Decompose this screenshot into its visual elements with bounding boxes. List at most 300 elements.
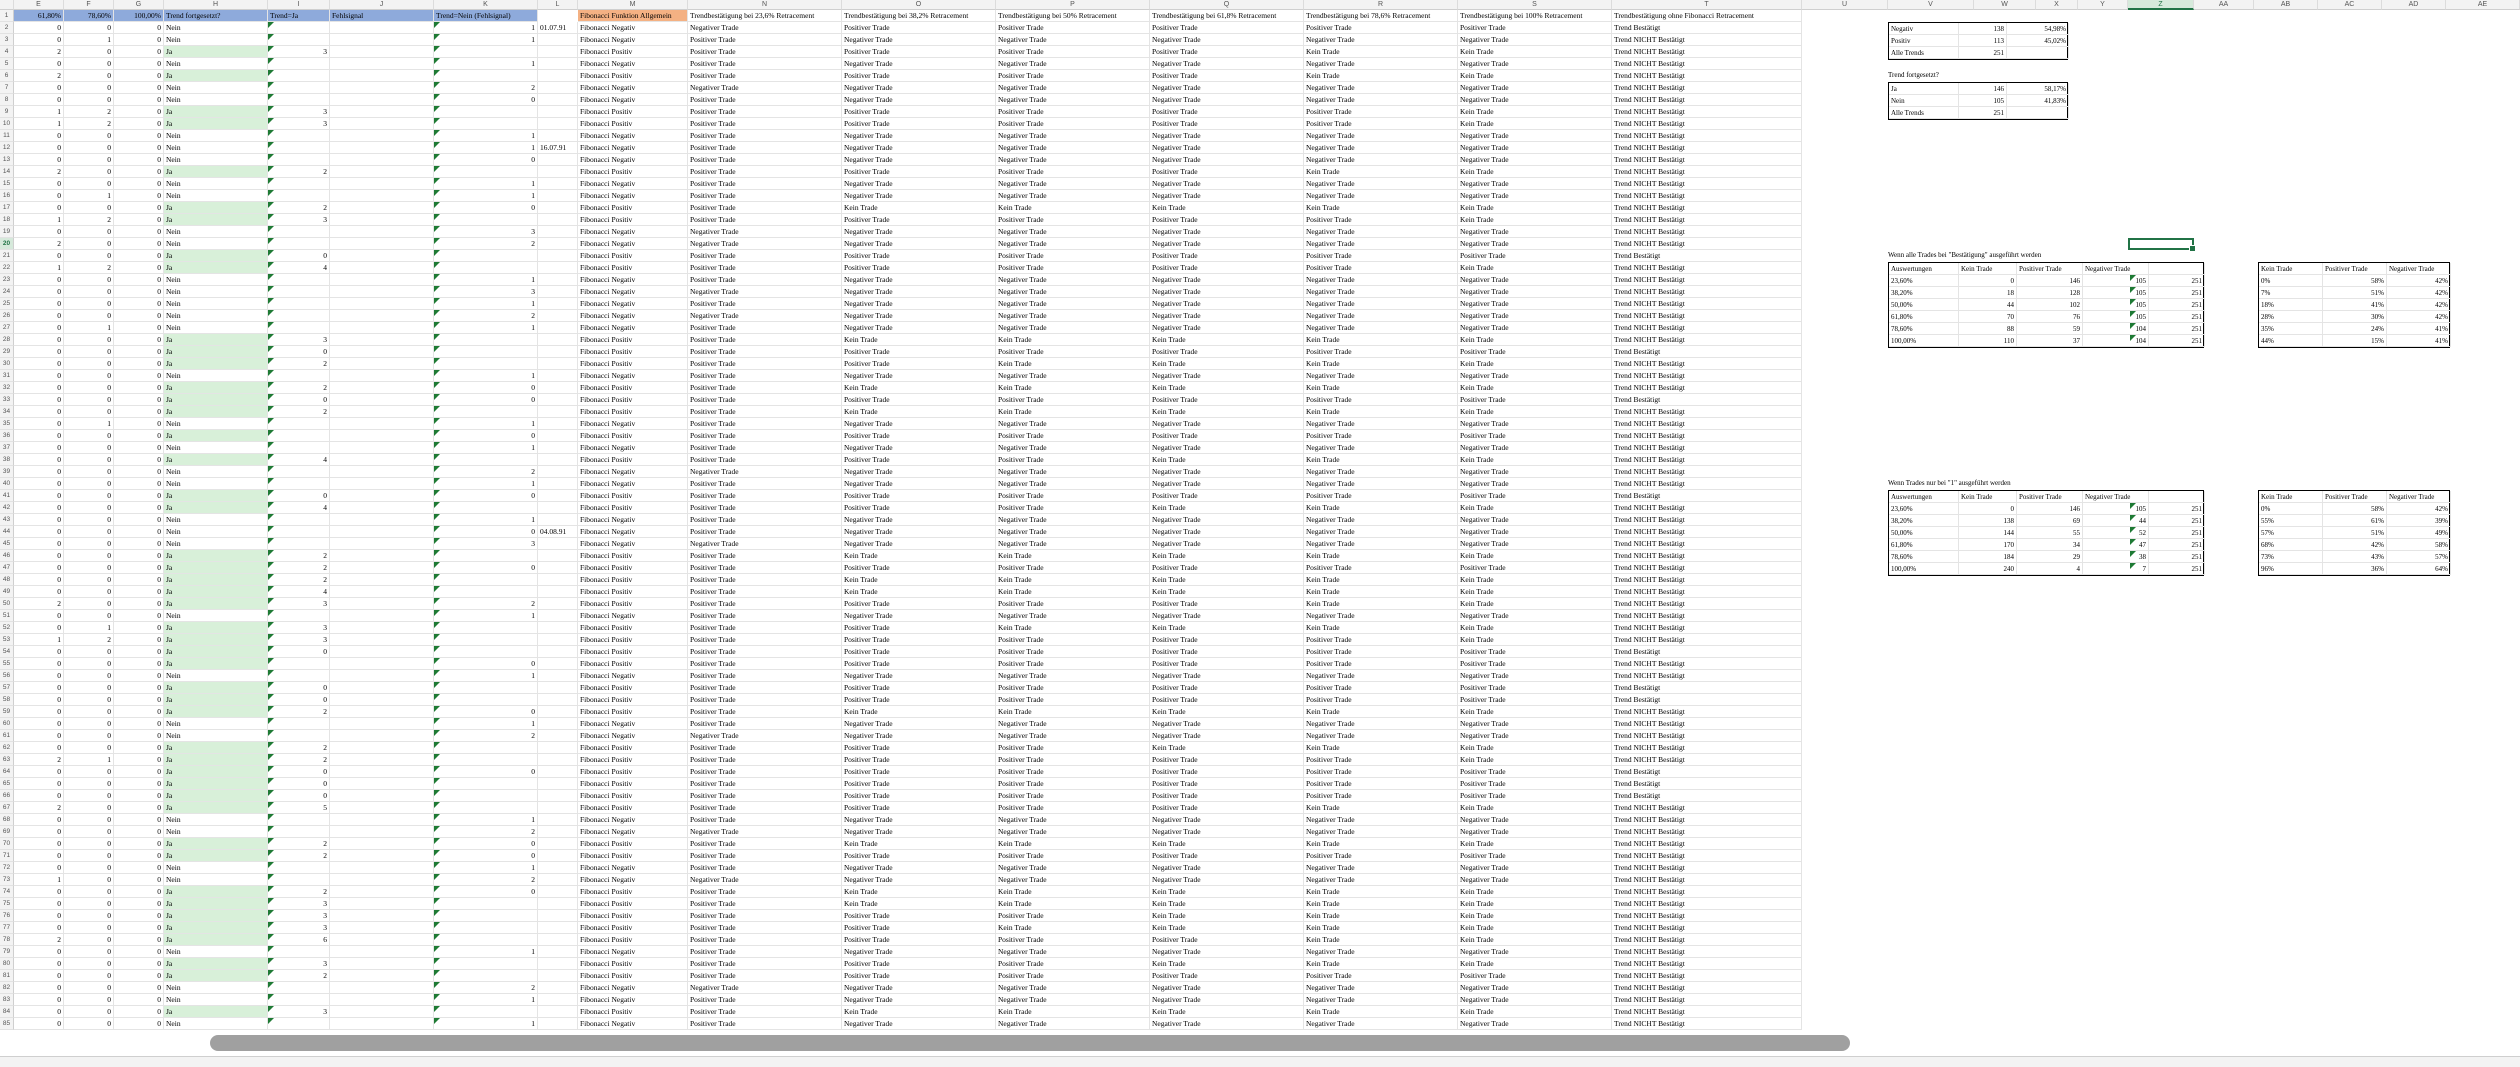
cell-g[interactable]: 0 [114,346,164,358]
selected-cell[interactable] [2128,238,2194,250]
block2-count-table-cell[interactable]: 29 [2017,551,2083,563]
cell-p[interactable]: Kein Trade [996,406,1150,418]
cell-r[interactable]: Kein Trade [1304,598,1458,610]
cell-l[interactable] [538,190,578,202]
cell-r[interactable]: Kein Trade [1304,334,1458,346]
cell-j[interactable] [330,994,434,1006]
cell-h[interactable]: Nein [164,34,268,46]
cell-m[interactable]: Fibonacci Negativ [578,862,688,874]
cell-j[interactable] [330,370,434,382]
cell-s[interactable]: Negativer Trade [1458,814,1612,826]
cell-t[interactable]: Trend NICHT Bestätigt [1612,598,1802,610]
cell-m[interactable]: Fibonacci Negativ [578,58,688,70]
select-all-corner[interactable] [0,0,14,10]
cell-i[interactable] [268,130,330,142]
cell-q[interactable]: Kein Trade [1150,910,1304,922]
cell-k[interactable] [434,406,538,418]
cell-m[interactable]: Fibonacci Positiv [578,490,688,502]
cell-n[interactable]: Positiver Trade [688,166,842,178]
cell-r[interactable]: Kein Trade [1304,886,1458,898]
cell-s[interactable]: Positiver Trade [1458,658,1612,670]
cell-k[interactable]: 2 [434,730,538,742]
cell-s[interactable]: Kein Trade [1458,70,1612,82]
cell-t[interactable]: Trend NICHT Bestätigt [1612,982,1802,994]
cell-e[interactable]: 0 [14,778,64,790]
cell-r[interactable]: Negativer Trade [1304,418,1458,430]
block2-count-table-cell[interactable]: 251 [2149,551,2205,563]
cell-j[interactable] [330,946,434,958]
cell-e[interactable]: 0 [14,490,64,502]
cell-k[interactable]: 0 [434,562,538,574]
cell-e[interactable]: 0 [14,418,64,430]
cell-o[interactable]: Negativer Trade [842,826,996,838]
cell-m[interactable]: Fibonacci Positiv [578,682,688,694]
block1-count-table-cell[interactable]: 76 [2017,311,2083,323]
cell-s[interactable]: Kein Trade [1458,406,1612,418]
cell-e[interactable]: 2 [14,166,64,178]
cell-q[interactable]: Kein Trade [1150,886,1304,898]
cell-m[interactable]: Fibonacci Negativ [578,514,688,526]
cell-n[interactable]: Positiver Trade [688,766,842,778]
cell-m[interactable]: Fibonacci Positiv [578,118,688,130]
cell-k[interactable] [434,334,538,346]
cell-s[interactable]: Negativer Trade [1458,946,1612,958]
cell-l[interactable] [538,178,578,190]
cell-q[interactable]: Positiver Trade [1150,850,1304,862]
cell-q[interactable]: Negativer Trade [1150,442,1304,454]
summary-top-table-cell[interactable]: 113 [1959,35,2007,47]
cell-s[interactable]: Negativer Trade [1458,1018,1612,1030]
cell-g[interactable]: 0 [114,982,164,994]
cell-e[interactable]: 0 [14,946,64,958]
cell-q[interactable]: Kein Trade [1150,550,1304,562]
cell-f[interactable]: 0 [64,802,114,814]
cell-i[interactable] [268,142,330,154]
cell-t[interactable]: Trend NICHT Bestätigt [1612,1006,1802,1018]
summary-top-table-cell[interactable]: Positiv [1889,35,1959,47]
cell-m[interactable]: Fibonacci Positiv [578,1006,688,1018]
cell-g[interactable]: 0 [114,454,164,466]
cell-m[interactable]: Fibonacci Positiv [578,166,688,178]
cell-l[interactable] [538,262,578,274]
cell-e[interactable]: 1 [14,634,64,646]
cell-h[interactable]: Ja [164,598,268,610]
header-cell-h[interactable]: Trend fortgesetzt? [164,10,268,22]
cell-o[interactable]: Positiver Trade [842,622,996,634]
cell-o[interactable]: Kein Trade [842,202,996,214]
cell-f[interactable]: 1 [64,190,114,202]
cell-j[interactable] [330,358,434,370]
cell-g[interactable]: 0 [114,778,164,790]
block1-count-table-cell[interactable]: 23,60% [1889,275,1959,287]
cell-g[interactable]: 0 [114,814,164,826]
cell-i[interactable]: 0 [268,766,330,778]
cell-s[interactable]: Kein Trade [1458,934,1612,946]
cell-r[interactable]: Negativer Trade [1304,322,1458,334]
cell-l[interactable] [538,214,578,226]
cell-k[interactable] [434,454,538,466]
row-header[interactable]: 34 [0,406,14,418]
cell-f[interactable]: 0 [64,658,114,670]
cell-r[interactable]: Negativer Trade [1304,514,1458,526]
cell-i[interactable] [268,310,330,322]
cell-k[interactable]: 2 [434,310,538,322]
cell-j[interactable] [330,94,434,106]
cell-h[interactable]: Ja [164,694,268,706]
cell-t[interactable]: Trend NICHT Bestätigt [1612,994,1802,1006]
cell-j[interactable] [330,550,434,562]
block1-pct-table-cell[interactable]: 15% [2323,335,2387,347]
cell-i[interactable] [268,154,330,166]
cell-p[interactable]: Negativer Trade [996,538,1150,550]
block1-count-table-cell[interactable]: 251 [2149,287,2205,299]
cell-h[interactable]: Ja [164,910,268,922]
row-header[interactable]: 21 [0,250,14,262]
column-header-s[interactable]: S [1458,0,1612,10]
cell-f[interactable]: 1 [64,418,114,430]
cell-e[interactable]: 0 [14,862,64,874]
row-header[interactable]: 73 [0,874,14,886]
cell-j[interactable] [330,454,434,466]
cell-i[interactable]: 2 [268,550,330,562]
summary-top-table-cell[interactable]: 54,98% [2007,23,2069,35]
cell-i[interactable] [268,658,330,670]
cell-k[interactable]: 1 [434,862,538,874]
cell-p[interactable]: Positiver Trade [996,742,1150,754]
block2-count-table-cell[interactable]: 69 [2017,515,2083,527]
cell-s[interactable]: Negativer Trade [1458,154,1612,166]
cell-h[interactable]: Nein [164,442,268,454]
cell-l[interactable] [538,394,578,406]
cell-f[interactable]: 0 [64,682,114,694]
cell-r[interactable]: Negativer Trade [1304,94,1458,106]
cell-i[interactable]: 2 [268,838,330,850]
cell-n[interactable]: Positiver Trade [688,214,842,226]
cell-h[interactable]: Nein [164,478,268,490]
row-header[interactable]: 2 [0,22,14,34]
cell-o[interactable]: Positiver Trade [842,802,996,814]
cell-s[interactable]: Negativer Trade [1458,226,1612,238]
cell-n[interactable]: Positiver Trade [688,322,842,334]
cell-s[interactable]: Positiver Trade [1458,490,1612,502]
cell-h[interactable]: Ja [164,646,268,658]
row-header[interactable]: 9 [0,106,14,118]
cell-i[interactable]: 3 [268,634,330,646]
cell-e[interactable]: 0 [14,334,64,346]
cell-g[interactable]: 0 [114,130,164,142]
cell-q[interactable]: Positiver Trade [1150,562,1304,574]
cell-p[interactable]: Negativer Trade [996,514,1150,526]
cell-n[interactable]: Positiver Trade [688,262,842,274]
row-header[interactable]: 60 [0,718,14,730]
cell-j[interactable] [330,562,434,574]
cell-p[interactable]: Negativer Trade [996,874,1150,886]
cell-h[interactable]: Ja [164,46,268,58]
cell-t[interactable]: Trend NICHT Bestätigt [1612,550,1802,562]
cell-l[interactable] [538,538,578,550]
cell-m[interactable]: Fibonacci Positiv [578,334,688,346]
cell-l[interactable] [538,622,578,634]
cell-p[interactable]: Negativer Trade [996,94,1150,106]
cell-k[interactable] [434,70,538,82]
cell-r[interactable]: Positiver Trade [1304,214,1458,226]
cell-e[interactable]: 0 [14,94,64,106]
row-header[interactable]: 62 [0,742,14,754]
cell-n[interactable]: Positiver Trade [688,1006,842,1018]
cell-k[interactable]: 2 [434,874,538,886]
cell-t[interactable]: Trend NICHT Bestätigt [1612,214,1802,226]
cell-o[interactable]: Negativer Trade [842,286,996,298]
cell-m[interactable]: Fibonacci Positiv [578,574,688,586]
cell-m[interactable]: Fibonacci Positiv [578,406,688,418]
cell-e[interactable]: 0 [14,274,64,286]
cell-e[interactable]: 0 [14,310,64,322]
cell-p[interactable]: Positiver Trade [996,346,1150,358]
cell-j[interactable] [330,34,434,46]
cell-s[interactable]: Kein Trade [1458,634,1612,646]
cell-e[interactable]: 0 [14,646,64,658]
cell-j[interactable] [330,910,434,922]
cell-e[interactable]: 0 [14,742,64,754]
cell-k[interactable]: 2 [434,466,538,478]
cell-o[interactable]: Negativer Trade [842,466,996,478]
cell-m[interactable]: Fibonacci Negativ [578,274,688,286]
cell-r[interactable]: Negativer Trade [1304,814,1458,826]
cell-i[interactable]: 3 [268,1006,330,1018]
cell-j[interactable] [330,406,434,418]
cell-k[interactable] [434,1006,538,1018]
cell-f[interactable]: 0 [64,274,114,286]
cell-t[interactable]: Trend NICHT Bestätigt [1612,478,1802,490]
cell-t[interactable]: Trend NICHT Bestätigt [1612,718,1802,730]
cell-o[interactable]: Positiver Trade [842,778,996,790]
cell-p[interactable]: Negativer Trade [996,718,1150,730]
cell-g[interactable]: 0 [114,370,164,382]
row-header[interactable]: 37 [0,442,14,454]
cell-h[interactable]: Ja [164,454,268,466]
cell-t[interactable]: Trend NICHT Bestätigt [1612,190,1802,202]
cell-e[interactable]: 0 [14,718,64,730]
cell-p[interactable]: Negativer Trade [996,370,1150,382]
cell-i[interactable] [268,190,330,202]
cell-k[interactable]: 3 [434,538,538,550]
cell-p[interactable]: Kein Trade [996,358,1150,370]
cell-k[interactable] [434,910,538,922]
cell-t[interactable]: Trend NICHT Bestätigt [1612,862,1802,874]
block2-count-table-header-cell[interactable] [2149,491,2205,503]
cell-e[interactable]: 2 [14,46,64,58]
cell-t[interactable]: Trend NICHT Bestätigt [1612,1018,1802,1030]
cell-f[interactable]: 0 [64,742,114,754]
summary-top-table-cell[interactable]: 138 [1959,23,2007,35]
cell-i[interactable]: 6 [268,934,330,946]
cell-j[interactable] [330,190,434,202]
cell-i[interactable]: 3 [268,622,330,634]
cell-r[interactable]: Negativer Trade [1304,370,1458,382]
cell-s[interactable]: Negativer Trade [1458,298,1612,310]
row-header[interactable]: 12 [0,142,14,154]
cell-f[interactable]: 0 [64,550,114,562]
cell-q[interactable]: Negativer Trade [1150,130,1304,142]
cell-k[interactable]: 1 [434,370,538,382]
cell-o[interactable]: Negativer Trade [842,814,996,826]
cell-e[interactable]: 0 [14,478,64,490]
cell-g[interactable]: 0 [114,958,164,970]
cell-q[interactable]: Positiver Trade [1150,766,1304,778]
cell-l[interactable] [538,478,578,490]
cell-q[interactable]: Negativer Trade [1150,946,1304,958]
cell-r[interactable]: Negativer Trade [1304,466,1458,478]
cell-m[interactable]: Fibonacci Positiv [578,502,688,514]
cell-h[interactable]: Nein [164,994,268,1006]
cell-j[interactable] [330,898,434,910]
cell-f[interactable]: 0 [64,766,114,778]
row-header[interactable]: 72 [0,862,14,874]
cell-r[interactable]: Negativer Trade [1304,730,1458,742]
block1-pct-table-cell[interactable]: 41% [2387,323,2451,335]
block2-pct-table-cell[interactable]: 43% [2323,551,2387,563]
cell-j[interactable] [330,466,434,478]
cell-g[interactable]: 0 [114,646,164,658]
cell-r[interactable]: Kein Trade [1304,958,1458,970]
cell-i[interactable]: 0 [268,694,330,706]
cell-i[interactable]: 3 [268,922,330,934]
cell-e[interactable]: 1 [14,874,64,886]
row-header[interactable]: 7 [0,82,14,94]
cell-r[interactable]: Kein Trade [1304,202,1458,214]
column-header-ae[interactable]: AE [2446,0,2520,10]
cell-n[interactable]: Positiver Trade [688,70,842,82]
cell-k[interactable] [434,634,538,646]
cell-f[interactable]: 0 [64,238,114,250]
cell-q[interactable]: Kein Trade [1150,406,1304,418]
cell-o[interactable]: Negativer Trade [842,58,996,70]
cell-j[interactable] [330,526,434,538]
cell-n[interactable]: Positiver Trade [688,58,842,70]
cell-o[interactable]: Positiver Trade [842,394,996,406]
block2-pct-table-cell[interactable]: 58% [2323,503,2387,515]
cell-i[interactable] [268,862,330,874]
cell-i[interactable]: 4 [268,454,330,466]
cell-n[interactable]: Positiver Trade [688,130,842,142]
cell-k[interactable] [434,250,538,262]
cell-o[interactable]: Positiver Trade [842,358,996,370]
row-header[interactable]: 23 [0,274,14,286]
column-header-v[interactable]: V [1888,0,1974,10]
cell-e[interactable]: 0 [14,766,64,778]
cell-j[interactable] [330,430,434,442]
block1-count-table-cell[interactable]: 251 [2149,335,2205,347]
cell-j[interactable] [330,658,434,670]
cell-h[interactable]: Nein [164,142,268,154]
cell-h[interactable]: Nein [164,58,268,70]
cell-f[interactable]: 0 [64,994,114,1006]
cell-t[interactable]: Trend NICHT Bestätigt [1612,226,1802,238]
cell-j[interactable] [330,634,434,646]
row-header[interactable]: 19 [0,226,14,238]
cell-i[interactable]: 2 [268,166,330,178]
cell-j[interactable] [330,670,434,682]
cell-j[interactable] [330,718,434,730]
row-header[interactable]: 31 [0,370,14,382]
cell-l[interactable] [538,238,578,250]
cell-s[interactable]: Negativer Trade [1458,826,1612,838]
cell-m[interactable]: Fibonacci Positiv [578,70,688,82]
cell-h[interactable]: Ja [164,502,268,514]
cell-h[interactable]: Ja [164,118,268,130]
cell-s[interactable]: Kein Trade [1458,754,1612,766]
cell-o[interactable]: Negativer Trade [842,478,996,490]
cell-h[interactable]: Nein [164,982,268,994]
block1-count-table-cell[interactable]: 37 [2017,335,2083,347]
block1-pct-table-cell[interactable]: 42% [2387,311,2451,323]
cell-h[interactable]: Nein [164,178,268,190]
block2-count-table-cell[interactable]: 4 [2017,563,2083,575]
cell-t[interactable]: Trend NICHT Bestätigt [1612,826,1802,838]
cell-r[interactable]: Kein Trade [1304,706,1458,718]
cell-f[interactable]: 0 [64,226,114,238]
block1-count-table-cell[interactable]: 105 [2083,287,2149,299]
cell-s[interactable]: Kein Trade [1458,550,1612,562]
block1-count-table-header-cell[interactable] [2149,263,2205,275]
cell-l[interactable] [538,694,578,706]
cell-o[interactable]: Positiver Trade [842,430,996,442]
cell-m[interactable]: Fibonacci Negativ [578,154,688,166]
row-header[interactable]: 44 [0,526,14,538]
cell-r[interactable]: Kein Trade [1304,742,1458,754]
cell-i[interactable]: 4 [268,502,330,514]
cell-h[interactable]: Ja [164,802,268,814]
cell-g[interactable]: 0 [114,310,164,322]
cell-j[interactable] [330,490,434,502]
cell-f[interactable]: 0 [64,358,114,370]
cell-f[interactable]: 0 [64,82,114,94]
cell-q[interactable]: Positiver Trade [1150,790,1304,802]
cell-h[interactable]: Ja [164,262,268,274]
cell-s[interactable]: Kein Trade [1458,898,1612,910]
cell-e[interactable]: 0 [14,250,64,262]
cell-e[interactable]: 0 [14,658,64,670]
cell-q[interactable]: Positiver Trade [1150,22,1304,34]
cell-h[interactable]: Ja [164,742,268,754]
cell-q[interactable]: Positiver Trade [1150,634,1304,646]
cell-m[interactable]: Fibonacci Positiv [578,790,688,802]
cell-o[interactable]: Positiver Trade [842,490,996,502]
cell-m[interactable]: Fibonacci Positiv [578,850,688,862]
block2-count-table-cell[interactable]: 251 [2149,503,2205,515]
cell-s[interactable]: Negativer Trade [1458,370,1612,382]
cell-g[interactable]: 0 [114,22,164,34]
cell-r[interactable]: Negativer Trade [1304,610,1458,622]
cell-e[interactable]: 0 [14,898,64,910]
cell-m[interactable]: Fibonacci Positiv [578,922,688,934]
cell-f[interactable]: 0 [64,946,114,958]
cell-g[interactable]: 0 [114,226,164,238]
cell-r[interactable]: Negativer Trade [1304,538,1458,550]
cell-j[interactable] [330,22,434,34]
cell-p[interactable]: Negativer Trade [996,178,1150,190]
cell-o[interactable]: Negativer Trade [842,190,996,202]
block2-count-table-cell[interactable]: 47 [2083,539,2149,551]
cell-l[interactable] [538,910,578,922]
cell-o[interactable]: Positiver Trade [842,790,996,802]
cell-k[interactable]: 2 [434,982,538,994]
cell-e[interactable]: 0 [14,838,64,850]
cell-g[interactable]: 0 [114,262,164,274]
cell-m[interactable]: Fibonacci Positiv [578,346,688,358]
cell-e[interactable]: 0 [14,514,64,526]
cell-f[interactable]: 0 [64,442,114,454]
